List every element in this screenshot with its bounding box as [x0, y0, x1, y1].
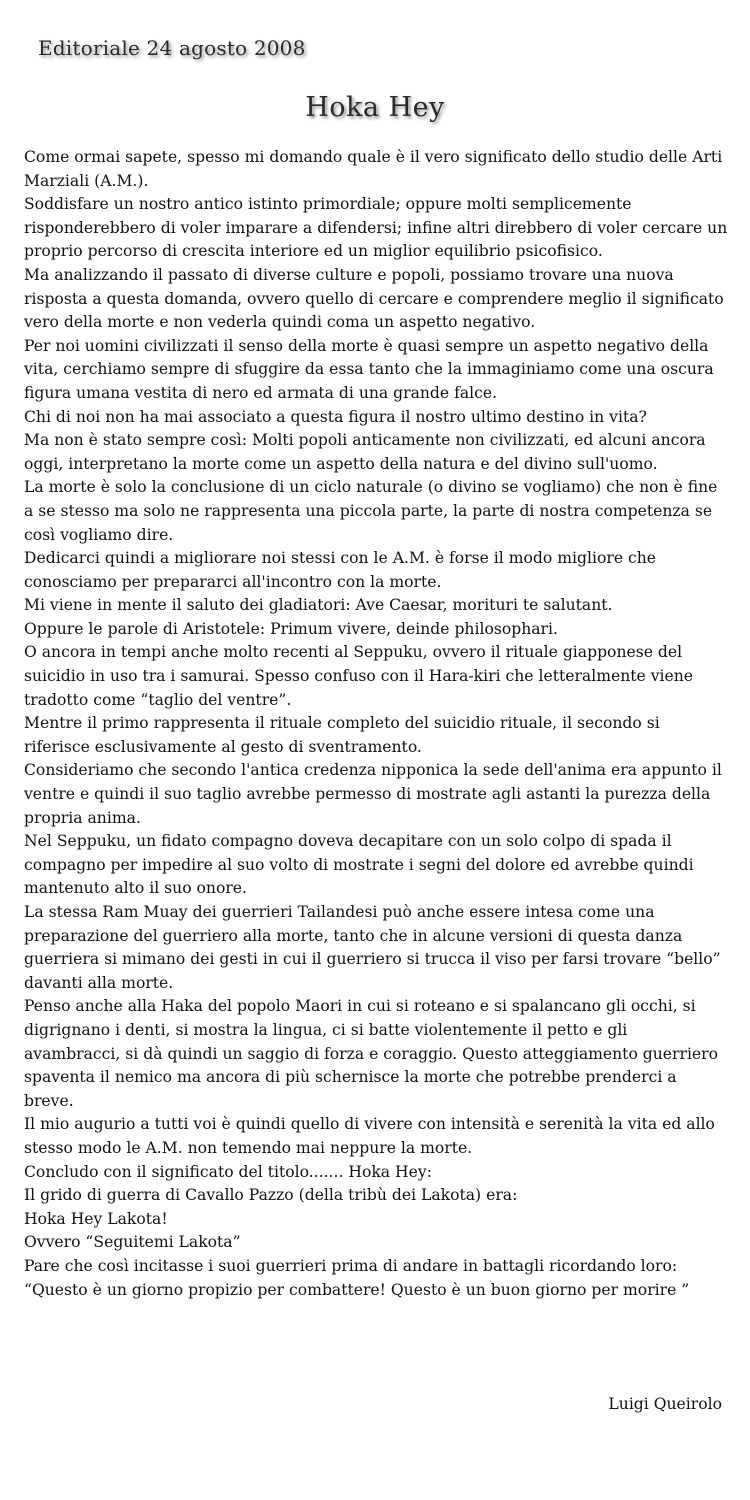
paragraph: “Questo è un giorno propizio per combattere! Questo è un buon giorno per morire ”: [24, 1280, 690, 1299]
paragraph: Il grido di guerra di Cavallo Pazzo (della tribù dei Lakota) era:: [24, 1186, 518, 1205]
paragraph: Consideriamo che secondo l'antica credenza nipponica la sede dell'anima era appunto il ventre e quindi il suo taglio avrebbe permesso di mostrate agli astanti la purezza della propria anima.: [24, 761, 722, 827]
paragraph: Oppure le parole di Aristotele: Primum vivere, deinde philosophari.: [24, 619, 558, 638]
paragraph: O ancora in tempi anche molto recenti al Seppuku, ovvero il rituale giapponese del suicidio in uso tra i samurai. Spesso confuso con il Hara-kiri che letteralmente viene tradotto come “taglio del ventre”.: [24, 643, 694, 709]
paragraph: Pare che così incitasse i suoi guerrieri prima di andare in battagli ricordando loro:: [24, 1256, 678, 1275]
editorial-date: Editoriale 24 agosto 2008: [38, 36, 306, 60]
article-body: [24, 146, 728, 1302]
paragraph: Nel Seppuku, un fidato compagno doveva decapitare con un solo colpo di spada il compagno per impedire al suo volto di mostrate i segni del dolore ed avrebbe quindi mantenuto alto il suo onore.: [24, 832, 694, 898]
paragraph: Concludo con il significato del titolo....... Hoka Hey:: [24, 1162, 432, 1181]
paragraph: La stessa Ram Muay dei guerrieri Tailandesi può anche essere intesa come una preparazione del guerriero alla morte, tanto che in alcune versioni di questa danza guerriera si mimano dei gesti in cui il guerriero si trucca il viso per farsi trovare “bello” davanti alla morte.: [24, 903, 721, 992]
paragraph: Come ormai sapete, spesso mi domando quale è il vero significato dello studio delle Arti Marziali (A.M.).: [24, 148, 723, 190]
paragraph: Penso anche alla Haka del popolo Maori in cui si roteano e si spalancano gli occhi, si digrignano i denti, si mostra la lingua, ci si batte violentemente il petto e gli avambracci, si dà quindi un saggio di forza e coraggio. Questo atteggiamento guerriero spaventa il nemico ma ancora di più schernisce la morte che potrebbe prenderci a breve.: [24, 997, 719, 1110]
paragraph: Dedicarci quindi a migliorare noi stessi con le A.M. è forse il modo migliore che conosciamo per prepararci all'incontro con la morte.: [24, 549, 657, 591]
paragraph: Hoka Hey Lakota!: [24, 1209, 168, 1228]
paragraph: La morte è solo la conclusione di un ciclo naturale (o divino se vogliamo) che non è fine a se stesso ma solo ne rappresenta una piccola parte, la parte di nostra competenza se così vogliamo dire.: [24, 478, 718, 544]
author-signature: Luigi Queirolo: [608, 1395, 722, 1413]
paragraph: Il mio augurio a tutti voi è quindi quello di vivere con intensità e serenità la vita ed allo stesso modo le A.M. non temendo mai neppure la morte.: [24, 1115, 715, 1157]
paragraph: Ma non è stato sempre così: Molti popoli anticamente non civilizzati, ed alcuni ancora oggi, interpretano la morte come un aspetto della natura e del divino sull'uomo.: [24, 431, 706, 473]
paragraph: Mentre il primo rappresenta il rituale completo del suicidio rituale, il secondo si riferisce esclusivamente al gesto di sventramento.: [24, 714, 660, 756]
paragraph: Ma analizzando il passato di diverse culture e popoli, possiamo trovare una nuova risposta a questa domanda, ovvero quello di cercare e comprendere meglio il significato vero della morte e non vederla quindi coma un aspetto negativo.: [24, 265, 724, 332]
paragraph: Mi viene in mente il saluto dei gladiatori: Ave Caesar, morituri te salutant.: [24, 596, 613, 615]
paragraph: Soddisfare un nostro antico istinto primordiale; oppure molti semplicemente risponderebbero di voler imparare a difendersi; infine altri direbbero di voler cercare un proprio percorso di crescita interiore ed un miglior equilibrio psicofisico.: [24, 195, 728, 261]
paragraph: Chi di noi non ha mai associato a questa figura il nostro ultimo destino in vita?: [24, 407, 647, 426]
page-title: Hoka Hey: [305, 92, 445, 123]
paragraph: Per noi uomini civilizzati il senso della morte è quasi sempre un aspetto negativo della vita, cerchiamo sempre di sfuggire da essa tanto che la immaginiamo come una oscura figura umana vestita di nero ed armata di una grande falce.: [24, 336, 714, 402]
paragraph: Ovvero “Seguitemi Lakota”: [24, 1233, 241, 1252]
